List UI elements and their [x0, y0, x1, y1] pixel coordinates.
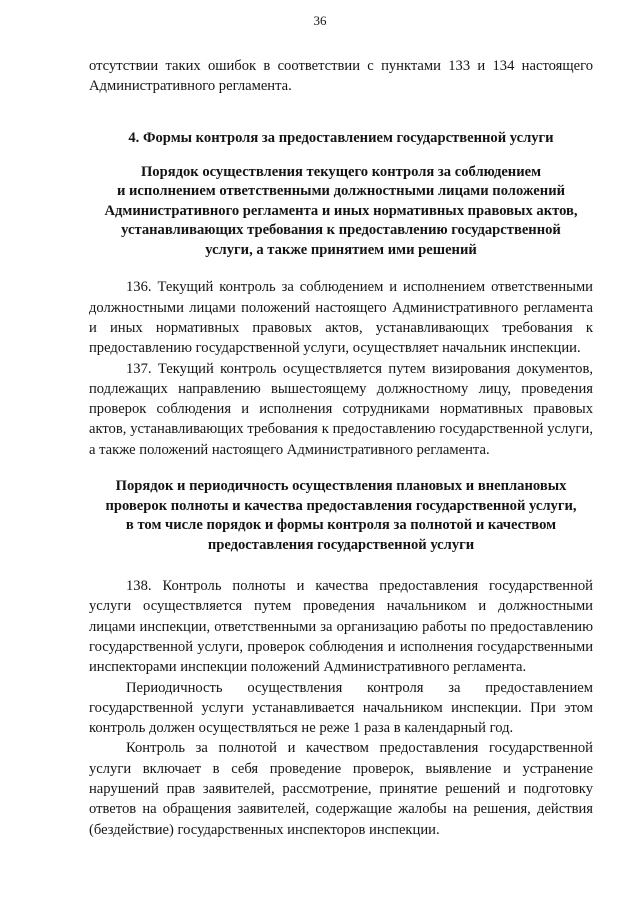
subheading-line: устанавливающих требования к предоставлению государственной [121, 222, 561, 239]
subheading-inspections [89, 477, 593, 555]
subheading-line: в том числе порядок и формы контроля за полнотой и качеством [125, 517, 557, 534]
paragraph-138: 138. Контроль полноты и качества предоставления государственной услуги осуществляется путем проведения начальником и должностными лицами инспекции, ответственными за организацию работы по предоставлению государственной услуги, проверок соблюдения и исполнения государственными инспекторами инспекции положений Административного регламента. [89, 578, 593, 676]
subheading-current-control [89, 163, 593, 261]
paragraph-quality-control: Контроль за полнотой и качеством предоставления государственной услуги включает в себя проведение проверок, выявление и устранение нарушений прав заявителей, рассмотрение, принятие решений и подготовку ответов на обращения заявителей, содержащие жалобы на решения, действия (бездействие) государственных инспекторов инспекции. [89, 740, 593, 838]
subheading-line: Административного регламента и иных нормативных правовых актов, [104, 202, 578, 219]
page-number: 36 [313, 13, 327, 28]
section-heading: 4. Формы контроля за предоставлением государственной услуги [128, 129, 554, 146]
subheading-line: Порядок осуществления текущего контроля за соблюдением [140, 163, 542, 180]
paragraph-periodicity: Периодичность осуществления контроля за предоставлением государственной услуги устанавливается начальником инспекции. При этом контроль должен осуществляться не реже 1 раза в календарный год. [89, 679, 593, 737]
paragraph-137: 137. Текущий контроль осуществляется путем визирования документов, подлежащих направлению вышестоящему должностному лицу, проведения проверок соблюдения и исполнения сотрудниками нормативных правовых актов, устанавливающих требования к предоставлению государственной услуги, а также положений настоящего Административного регламента. [89, 360, 593, 458]
subheading-line: и исполнением ответственными должностными лицами положений [116, 183, 566, 200]
paragraph-136: 136. Текущий контроль за соблюдением и исполнением ответственными должностными лицами положений настоящего Административного регламента и иных нормативных правовых актов, устанавливающих требования к предоставлению государственной услуги, осуществляет начальник инспекции. [89, 279, 593, 357]
subheading-line: Порядок и периодичность осуществления плановых и внеплановых [115, 478, 567, 495]
page-content [89, 56, 593, 840]
subheading-line: услуги, а также принятием ими решений [205, 241, 477, 258]
subheading-line: проверок полноты и качества предоставления государственной услуги, [105, 497, 577, 514]
subheading-line: предоставления государственной услуги [207, 536, 475, 553]
intro-paragraph: отсутствии таких ошибок в соответствии с пунктами 133 и 134 настоящего Административного регламента. [89, 58, 593, 95]
